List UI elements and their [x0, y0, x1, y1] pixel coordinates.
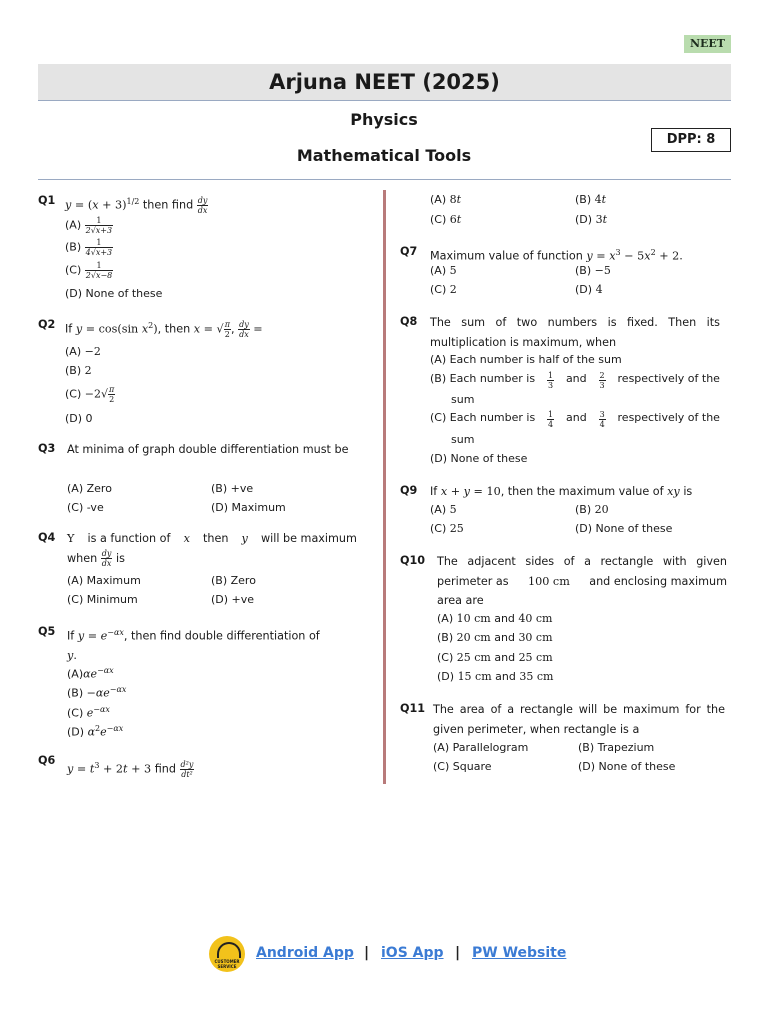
q7-option-a: (A) 5	[430, 264, 457, 277]
subject-heading: Physics	[350, 110, 418, 129]
q11-number: Q11	[400, 702, 426, 715]
q5-text: If $y = e^{-\alpha x}$, then find double differentiation of y.	[67, 628, 320, 663]
q4-number: Q4	[38, 531, 56, 544]
q9-number: Q9	[400, 484, 418, 497]
q2-text: If y = cos(sin $x^2$), then x = √ $\frac{\pi}{2}$ , $\frac{dy}{dx}$ =	[65, 320, 263, 340]
q11-text: The area of a rectangle will be maximum for the given perimeter, when rectangle is a	[433, 703, 725, 736]
q1-option-c: (C) $\frac{1}{2√x-8}$	[65, 261, 113, 280]
q9-text: If x + y = 10, then the maximum value of xy is	[430, 485, 693, 498]
q11-option-b: (B) Trapezium	[578, 741, 655, 754]
q6-option-d: (D) 3t	[575, 213, 607, 226]
q4-option-c: (C) Minimum	[67, 593, 138, 606]
page-title: Arjuna NEET (2025)	[269, 70, 500, 94]
q6-text: $y = t^3 + 2t + 3$ find $\frac{\text{d²y}}{\text{dt²}}$	[67, 760, 194, 780]
q5-option-c: (C) $e^{-\alpha x}$	[67, 705, 110, 720]
q1-option-b: (B) $\frac{1}{4√x+3}$	[65, 238, 113, 257]
q8-option-b: (B) Each number is $\frac{1}{3}$ and $\frac{2}{3}$ respectively of the	[430, 371, 720, 390]
q10-option-a: (A) 10 cm and 40 cm	[437, 612, 553, 625]
q11-option-a: (A) Parallelogram	[433, 741, 529, 754]
q7-text: Maximum value of function $y = x^3 - 5x^2 + 2$.	[430, 248, 683, 263]
q10-text: The adjacent sides of a rectangle with given perimeter as 100 cm and enclosing maximum area are	[437, 555, 727, 607]
q2-option-d: (D) 0	[65, 412, 93, 425]
ios-app-link[interactable]: iOS App	[381, 945, 444, 961]
q4-option-d: (D) +ve	[211, 593, 255, 606]
q8-text: The sum of two numbers is fixed. Then its multiplication is maximum, when	[430, 316, 720, 349]
q7-option-b: (B) −5	[575, 264, 611, 277]
q10-number: Q10	[400, 554, 426, 567]
q10-option-c: (C) 25 cm and 25 cm	[437, 651, 553, 664]
q11-option-d: (D) None of these	[578, 760, 676, 773]
q8-option-c: (C) Each number is $\frac{1}{4}$ and $\frac{3}{4}$ respectively of the	[430, 410, 720, 429]
q7-option-d: (D) 4	[575, 283, 603, 296]
q4-option-a: (A) Maximum	[67, 574, 141, 587]
q4-option-b: (B) Zero	[211, 574, 256, 587]
q2-option-a: (A) −2	[65, 345, 101, 358]
neet-badge: NEET	[684, 35, 731, 53]
q7-option-c: (C) 2	[430, 283, 457, 296]
q9-option-d: (D) None of these	[575, 522, 673, 535]
q9-option-c: (C) 25	[430, 522, 464, 535]
q5-option-b: $(B) -\alpha e^{-\alpha x}$	[67, 685, 127, 700]
q3-text: At minima of graph double differentiation must be	[67, 443, 349, 456]
q3-option-c: (C) -ve	[67, 501, 104, 514]
q10-option-b: (B) 20 cm and 30 cm	[437, 631, 553, 644]
q8-option-d: (D) None of these	[430, 452, 528, 465]
q1-number: Q1	[38, 194, 56, 207]
q1-text: $y = (x + 3)^{1/2}$ then find $\frac{dy}{dx}$	[65, 196, 208, 216]
q3-option-d: (D) Maximum	[211, 501, 286, 514]
dpp-box: DPP: 8	[651, 128, 731, 152]
q6-option-b: (B) 4t	[575, 193, 607, 206]
q8-option-c-cont: sum	[451, 433, 475, 446]
q6-option-c: (C) 6t	[430, 213, 462, 226]
q2-number: Q2	[38, 318, 56, 331]
q8-number: Q8	[400, 315, 418, 328]
q7-number: Q7	[400, 245, 418, 258]
column-divider	[383, 190, 386, 784]
q9-option-a: (A) 5	[430, 503, 457, 516]
q3-number: Q3	[38, 442, 56, 455]
customer-service-icon: CUSTOMER SERVICE	[209, 936, 245, 972]
q10-option-d: (D) 15 cm and 35 cm	[437, 670, 554, 683]
q8-option-b-cont: sum	[451, 393, 475, 406]
footer-separator: |	[455, 945, 461, 961]
q4-text: Y is a function of x then y will be maximum when $\frac{dy}{dx}$ is	[67, 532, 357, 568]
q6-number: Q6	[38, 754, 56, 767]
q2-option-b: (B) 2	[65, 364, 92, 377]
q6-option-a: (A) 8t	[430, 193, 462, 206]
footer-separator: |	[364, 945, 370, 961]
q3-option-a: (A) Zero	[67, 482, 112, 495]
q5-number: Q5	[38, 625, 56, 638]
chapter-heading: Mathematical Tools	[296, 146, 472, 165]
q5-option-d: (D) $\alpha^2e^{-\alpha x}$	[67, 724, 124, 739]
pw-website-link[interactable]: PW Website	[472, 945, 567, 961]
android-app-link[interactable]: Android App	[256, 945, 354, 961]
q8-option-a: (A) Each number is half of the sum	[430, 353, 622, 366]
q3-option-b: (B) +ve	[211, 482, 254, 495]
q9-option-b: (B) 20	[575, 503, 609, 516]
q2-option-c: (C) −2√ $\frac{\pi}{2}$	[65, 385, 115, 404]
q5-option-a: $(A)\alpha e^{-\alpha x}$	[67, 666, 114, 681]
q1-option-a: (A) $\frac{1}{2√x+3}$	[65, 216, 113, 235]
q1-option-d: (D) None of these	[65, 287, 163, 300]
header-divider	[38, 179, 731, 180]
title-bar	[38, 64, 731, 101]
q11-option-c: (C) Square	[433, 760, 492, 773]
